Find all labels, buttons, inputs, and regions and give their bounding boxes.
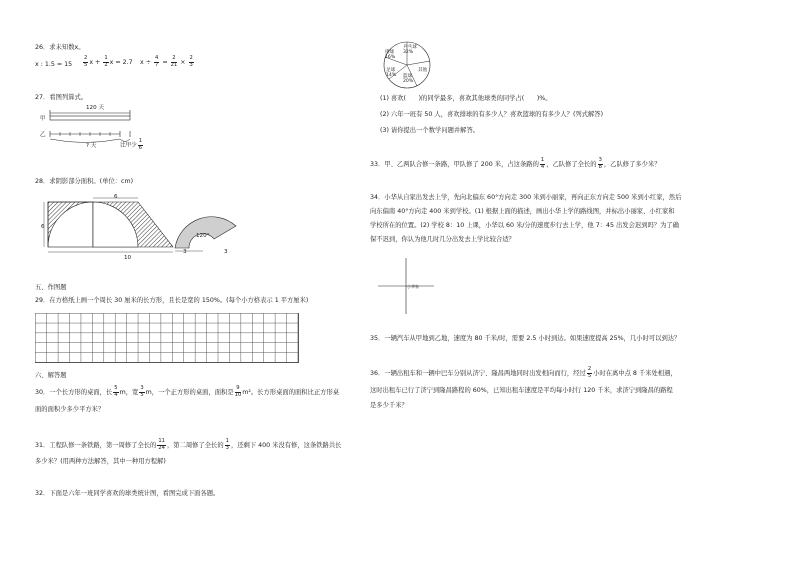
q26-eq2: $\frac{2}{5}$ x + $\frac{1}{2}$ x = 2.7	[84, 55, 133, 68]
q28-dim-top: 6	[114, 194, 118, 200]
q30-line2: 面的面积少多少平方米？	[35, 406, 105, 413]
q34-line1: 34．小华从自家出发去上学，先向北偏东 60°方向走 300 米到小丽家，再向正东方向走 500 米到小红家，然后	[370, 194, 682, 201]
q27-label-a: 甲	[40, 116, 46, 122]
q36-line1: 36．一辆出租车和一辆中巴车分别从济宁、隆昌两地同时出发相向而行，经过 $\frac{2}{5}$ 小时在离中点 8 千米处相遇，	[370, 366, 677, 379]
section-6-heading: 六、解答题	[35, 372, 67, 379]
section-5-heading: 五、作图题	[35, 284, 67, 291]
q35-text: 35．一辆汽车从甲地到乙地，速度为 80 千米/时，需要 2.5 小时到达。如果速度提高 25%，几小时可以到达？	[370, 335, 681, 342]
q28-title: 28．求阴影部分面积。(单位：cm)	[35, 178, 134, 185]
q36-line3: 是多少千米？	[370, 402, 408, 409]
q34-line3: 学校所在的位置。(2) 学校 8：10 上课，小华以 60 米/分的速度步行去上学，他 7：45 出发会迟到吗？为了确	[370, 222, 679, 229]
q28-dim-bottom: 10	[124, 255, 132, 261]
q28-shaded-trapezoid-figure	[38, 192, 178, 262]
q26-eq1: x : 1.5 = 15	[35, 61, 73, 68]
q28-dim-r2: 3	[224, 249, 228, 255]
pie-label-other: 其他	[418, 68, 428, 73]
q28-dim-r1: 3	[183, 249, 187, 255]
q27-title: 27．看图列算式。	[35, 94, 88, 101]
q26-eq3: x ÷ $\frac{4}{7}$ = $\frac{2}{21}$ × $\frac{2}{3}$	[140, 55, 193, 68]
q31-line1: 31．工程队修一条铁路，第一周修了全长的 $\frac{11}{24}$ ，第二周修了全长的 $\frac{1}{3}$ ，还剩下 400 米没有修，这条铁路共长	[35, 438, 342, 451]
pie-label-basketball: 篮球 20%	[403, 74, 414, 84]
q29-text: 29．在方格纸上画一个周长 30 厘米的长方形，且长是宽的 150%。(每个小方格表示 1 平方厘米)	[35, 297, 309, 304]
q32-sub-c: (3) 请你提出一个数学问题并解答。	[380, 127, 480, 134]
pie-label-pingpong: 乒乓球 32%	[403, 45, 417, 55]
q29-grid-paper[interactable]	[35, 313, 299, 363]
q32-sub-a: (1) 喜欢( )的同学最多，喜欢其他球类的同学占( )%。	[380, 95, 552, 102]
q27-compare: 比甲少 $\frac{1}{6}$	[120, 138, 143, 151]
q34-origin-label: 小华家	[407, 284, 419, 289]
q28-dim-left: 6	[41, 224, 45, 230]
pie-label-volleyball: 排球 16%	[385, 50, 396, 60]
pie-label-football: 足球 14%	[386, 68, 397, 78]
q26-title: 26．求未知数x。	[35, 44, 85, 51]
q32-sub-b: (2) 六年一班有 50 人，喜欢排球的有多少人？喜欢篮球的有多少人？(列式解答)	[380, 111, 604, 118]
q33-text: 33．甲、乙两队合修一条路，甲队修了 200 米，占这条路的 $\frac{1}{4}$ ，乙队修了全长的 $\frac{3}{8}$ ，乙队修了多少米？	[370, 157, 661, 170]
q36-line2: 这时出租车已行了济宁到隆昌路程的 60%，已知出租车速度是平均每小时行 120 千米，求济宁到隆昌的路程	[370, 387, 673, 394]
q27-label-b: 乙	[40, 132, 46, 138]
q27-question: ? 天	[86, 143, 97, 149]
q34-line2: 向东偏南 40°方向走 400 米到学校。(1) 根据上面的描述，画出小华上学的路线图，并标出小丽家、小红家和	[370, 208, 675, 215]
q30-line1: 30．一个长方形的桌面，长 $\frac{5}{4}$ m，宽 $\frac{3}{5}$ m，一个正方形的桌面，面积是 $\frac{9}{10}$ m²。长方形桌面的面积比正方形桌	[35, 385, 340, 398]
q34-line4: 保不迟到，你认为他几时几分出发去上学比较合适？	[370, 236, 515, 243]
q32-text: 32．下面是六年一班同学喜欢的球类统计图，看图完成下面各题。	[35, 490, 220, 497]
q31-line2: 多少米？(用两种方法解答，其中一种用方程解)	[35, 458, 166, 465]
q28-sector-ring-figure	[168, 188, 248, 256]
q28-angle: 120°	[196, 233, 210, 239]
q27-total: 120 天	[86, 105, 105, 111]
